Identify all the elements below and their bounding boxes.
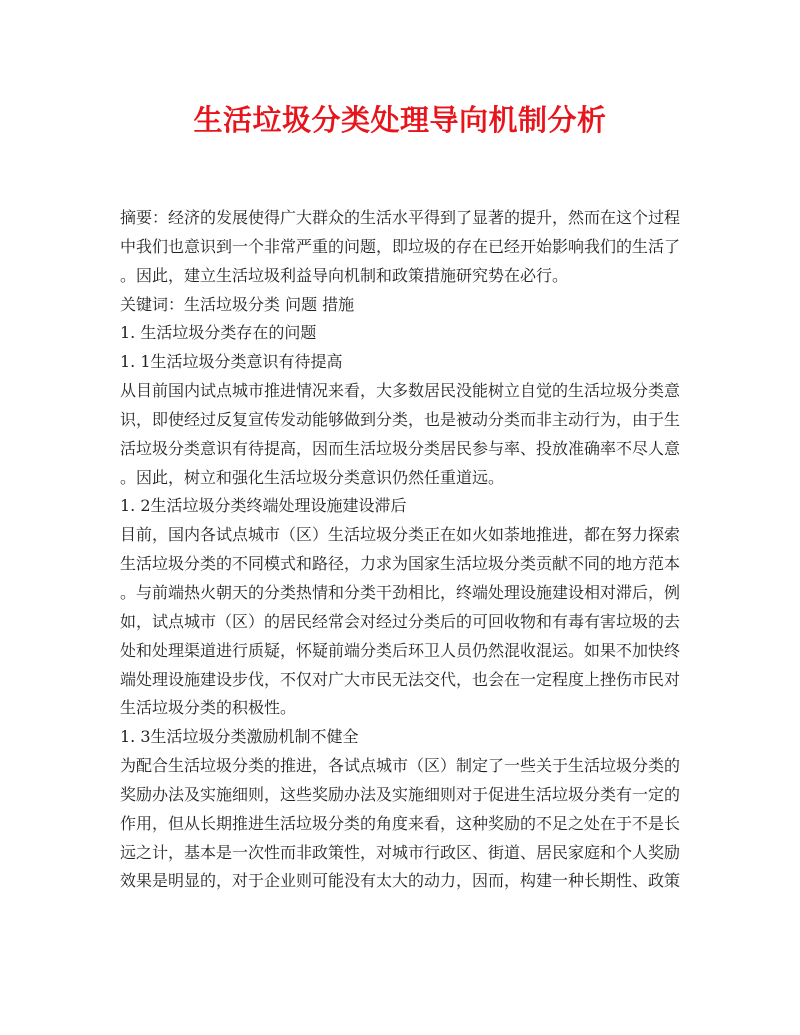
text-line: 端处理设施建设步伐，不仅对广大市民无法交代，也会在一定程度上挫伤市民对 <box>120 669 680 689</box>
text-line: 摘要：经济的发展使得广大群众的生活水平得到了显著的提升，然而在这个过程 <box>120 208 680 227</box>
text-line: 目前，国内各试点城市（区）生活垃圾分类正在如火如荼地推进，都在努力探索 <box>120 525 680 545</box>
text-line: 。因此，树立和强化生活垃圾分类意识仍然任重道远。 <box>120 467 505 487</box>
text-line: 1. 生活垃圾分类存在的问题 <box>120 323 317 343</box>
text-line: 效果是明显的，对于企业则可能没有太大的动力，因而，构建一种长期性、政策 <box>120 871 680 891</box>
text-line: 。因此，建立生活垃圾利益导向机制和政策措施研究势在必行。 <box>120 265 569 285</box>
text-line: 作用，但从长期推进生活垃圾分类的角度来看，这种奖励的不足之处在于不是长 <box>120 813 680 833</box>
text-line: 为配合生活垃圾分类的推进，各试点城市（区）制定了一些关于生活垃圾分类的 <box>120 756 680 776</box>
text-line: 中我们也意识到一个非常严重的问题，即垃圾的存在已经开始影响我们的生活了 <box>120 236 680 256</box>
document-title: 生活垃圾分类处理导向机制分析 <box>193 103 607 137</box>
text-line: 生活垃圾分类的不同模式和路径，力求为国家生活垃圾分类贡献不同的地方范本 <box>120 554 680 574</box>
document-body <box>120 204 680 896</box>
text-line: 1. 3生活垃圾分类激励机制不健全 <box>120 727 359 747</box>
text-line: 生活垃圾分类的积极性。 <box>120 698 297 718</box>
text-line: 从目前国内试点城市推进情况来看，大多数居民没能树立自觉的生活垃圾分类意 <box>120 381 680 401</box>
text-line: 如，试点城市（区）的居民经常会对经过分类后的可回收物和有毒有害垃圾的去 <box>120 611 680 631</box>
text-line: 。与前端热火朝天的分类热情和分类干劲相比，终端处理设施建设相对滞后，例 <box>120 582 680 602</box>
text-line: 处和处理渠道进行质疑，怀疑前端分类后环卫人员仍然混收混运。如果不加快终 <box>120 640 680 660</box>
text-line: 识，即使经过反复宣传发动能够做到分类，也是被动分类而非主动行为，由于生 <box>120 409 680 429</box>
text-line: 1. 2生活垃圾分类终端处理设施建设滞后 <box>120 496 407 516</box>
text-line: 奖励办法及实施细则，这些奖励办法及实施细则对于促进生活垃圾分类有一定的 <box>120 784 680 804</box>
text-line: 活垃圾分类意识有待提高，因而生活垃圾分类居民参与率、投放准确率不尽人意 <box>120 438 680 458</box>
text-line: 关键词：生活垃圾分类 问题 措施 <box>120 294 355 314</box>
text-line: 远之计，基本是一次性而非政策性，对城市行政区、街道、居民家庭和个人奖励 <box>120 842 680 862</box>
text-line: 1. 1生活垃圾分类意识有待提高 <box>120 352 343 372</box>
